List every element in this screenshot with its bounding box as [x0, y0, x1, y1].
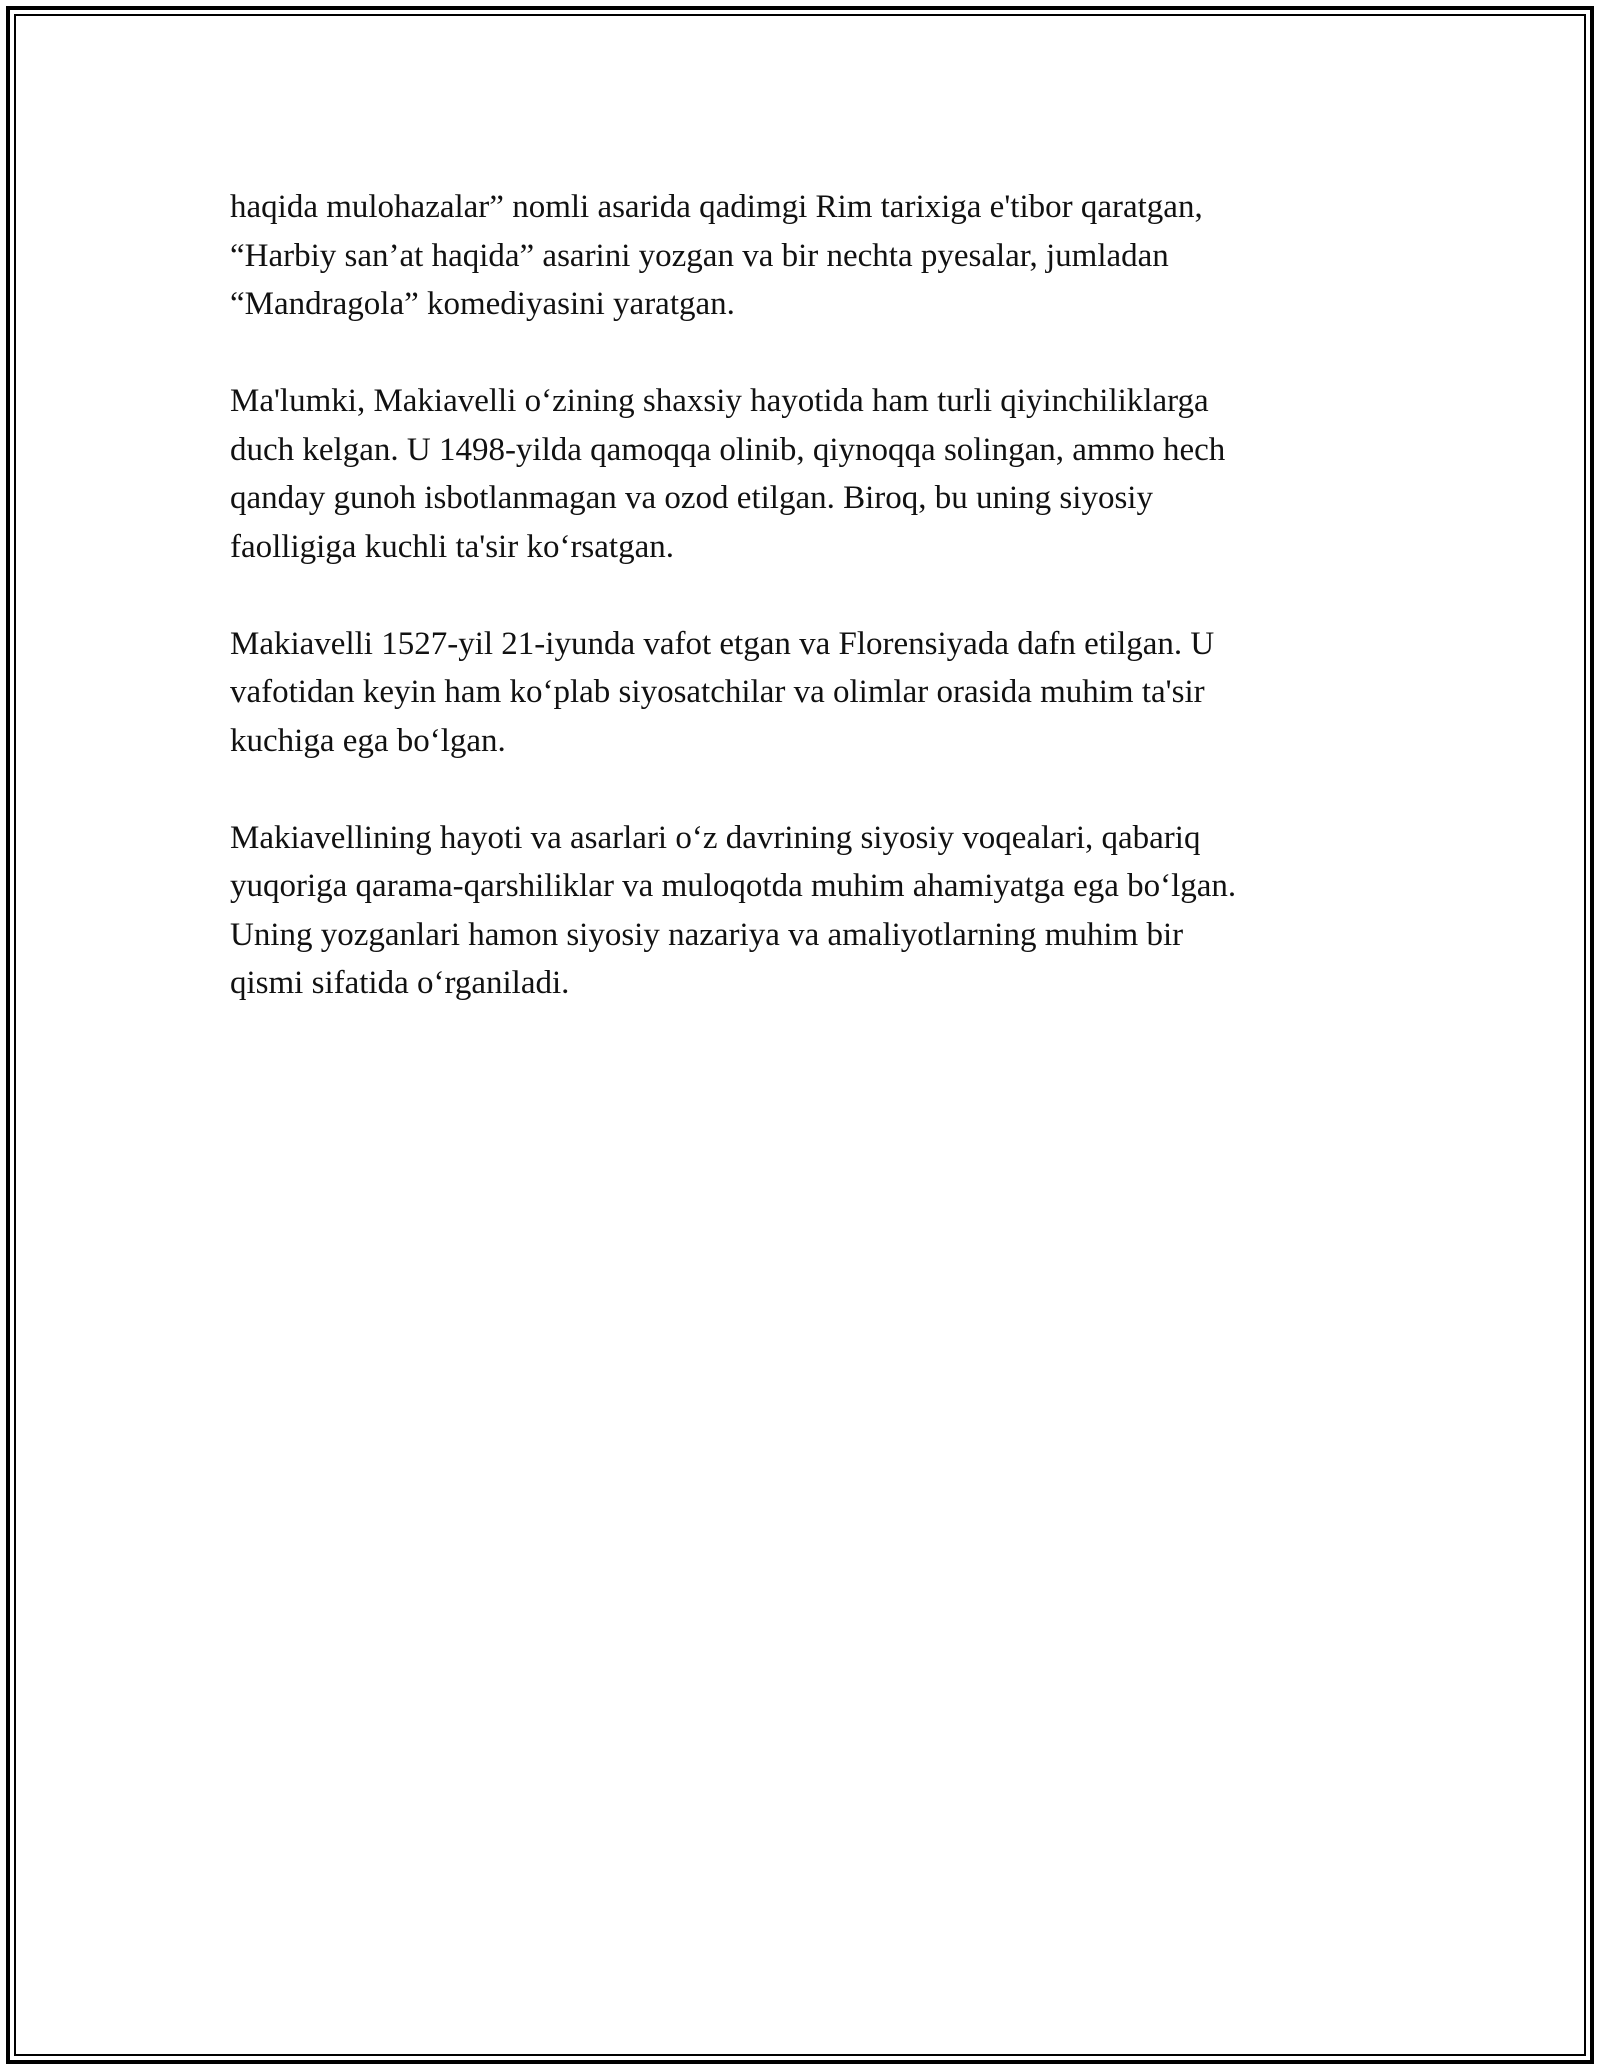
paragraph-1	[230, 183, 1380, 329]
paragraph-4	[230, 814, 1380, 1008]
text-line: haqida mulohazalar” nomli asarida qadimgi Rim tarixiga e'tibor qaratgan,	[230, 189, 1203, 225]
text-line: Uning yozganlari hamon siyosiy nazariya va amaliyotlarning muhim bir	[230, 916, 1184, 953]
text-line: qismi sifatida o‘rganiladi.	[230, 965, 570, 1001]
text-line: faolligiga kuchli ta'sir ko‘rsatgan.	[230, 528, 674, 565]
text-line: “Mandragola” komediyasini yaratgan.	[230, 286, 735, 322]
paragraph-2	[230, 377, 1380, 571]
text-line: vafotidan keyin ham ko‘plab siyosatchilar va olimlar orasida muhim ta'sir	[230, 674, 1205, 710]
text-line: qanday gunoh isbotlanmagan va ozod etilgan. Biroq, bu uning siyosiy	[230, 480, 1153, 516]
paragraph-3	[230, 620, 1380, 766]
text-line: duch kelgan. U 1498-yilda qamoqqa olinib, qiynoqqa solingan, ammo hech	[230, 431, 1226, 468]
text-line: kuchiga ega bo‘lgan.	[230, 722, 506, 759]
text-line: “Harbiy san’at haqida” asarini yozgan va bir nechta pyesalar, jumladan	[230, 237, 1169, 274]
text-line: Makiavelli 1527-yil 21-iyunda vafot etgan va Florensiyada dafn etilgan. U	[230, 625, 1215, 662]
text-line: yuqoriga qarama-qarshiliklar va muloqotda muhim ahamiyatga ega bo‘lgan.	[230, 868, 1237, 904]
document-body	[230, 183, 1380, 1056]
text-line: Makiavellining hayoti va asarlari o‘z davrining siyosiy voqealari, qabariq	[230, 819, 1201, 856]
text-line: Ma'lumki, Makiavelli o‘zining shaxsiy hayotida ham turli qiyinchiliklarga	[230, 383, 1209, 419]
